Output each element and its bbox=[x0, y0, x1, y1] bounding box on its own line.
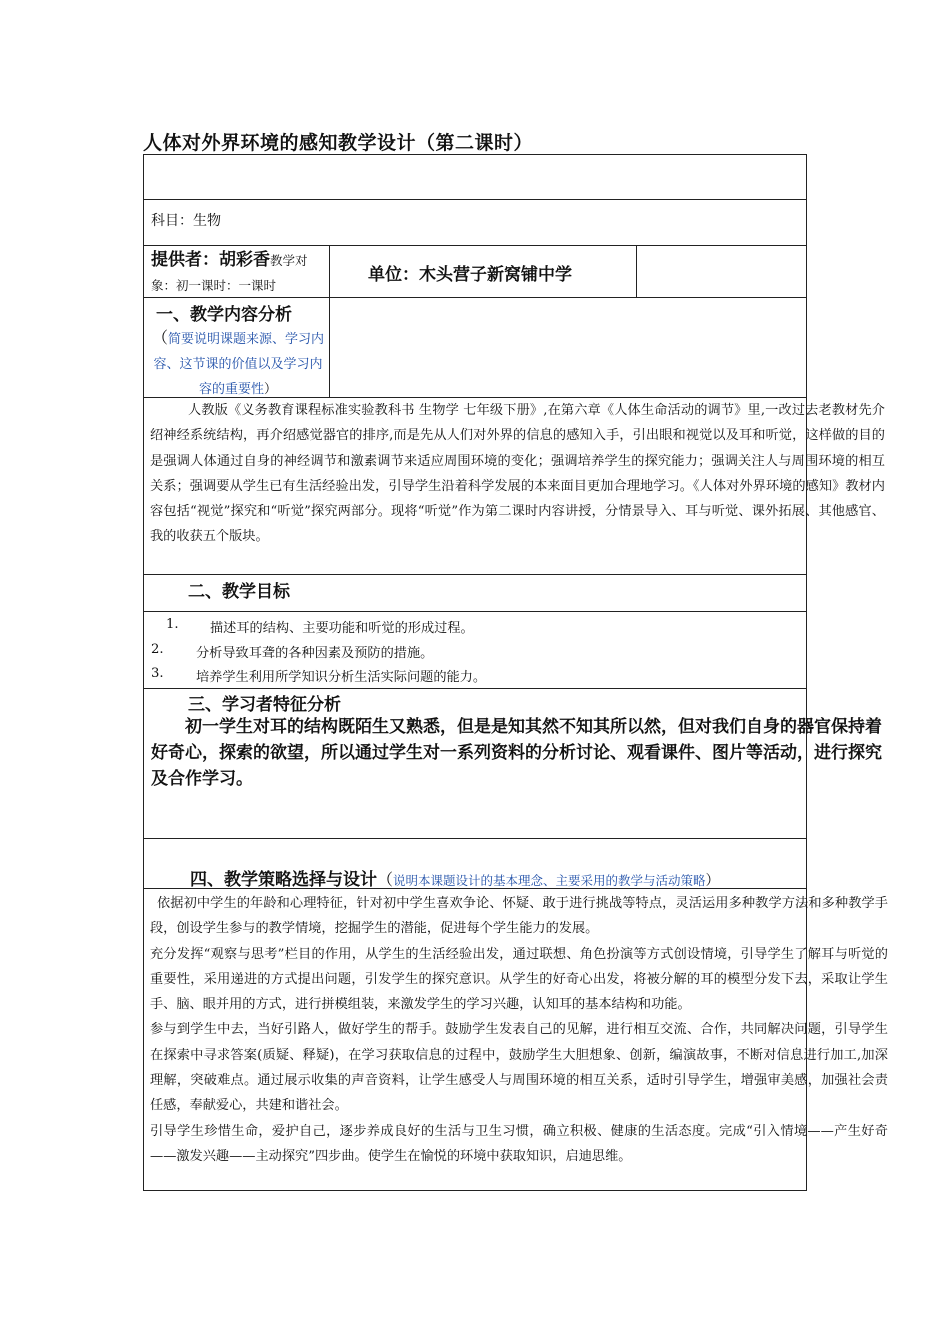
paren-open: （ bbox=[377, 870, 394, 889]
section1-note bbox=[150, 325, 326, 402]
column-divider bbox=[636, 245, 637, 297]
page-title: 人体对外界环境的感知教学设计（第二课时） bbox=[143, 132, 534, 154]
row-divider bbox=[143, 838, 807, 839]
object-info-line2: 象：初一课时：一课时 bbox=[151, 278, 277, 293]
section4-heading: 四、教学策略选择与设计 bbox=[190, 870, 377, 890]
goal-text: 描述耳的结构、主要功能和听觉的形成过程。 bbox=[210, 621, 474, 636]
section4-heading-row bbox=[190, 865, 720, 890]
school-unit: 单位：木头营子新窝铺中学 bbox=[368, 265, 572, 285]
paren-close: ） bbox=[264, 382, 278, 397]
section1-heading: 一、教学内容分析 bbox=[156, 305, 292, 325]
goal-text: 培养学生利用所学知识分析生活实际问题的能力。 bbox=[196, 670, 487, 685]
strategy-paragraph: 参与到学生中去，当好引路人，做好学生的帮手。鼓励学生发表自己的见解，进行相互交流、合作，共同解决问题，引导学生在探索中寻求答案(质疑、释疑)，在学习获取信息的过程中，鼓励学生大胆想象、创新，编演故事，不断对信息进行加工,加深理解，突破难点。通过展示收集的声音资料，让学生感受人与周围环境的相互关系，适时引导学生，增强审美感，加强社会责任感，奉献爱心，共建和谐社会。 bbox=[150, 1022, 888, 1114]
section3-heading: 三、学习者特征分析 bbox=[188, 695, 341, 715]
strategy-paragraph: 充分发挥“观察与思考”栏目的作用，从学生的生活经验出发，通过联想、角色扮演等方式创设情境，引导学生了解耳与听觉的重要性，采用递进的方式提出问题，引发学生的探究意识。从学生的好奇心出发，将被分解的耳的模型分发下去，采取让学生手、脑、眼并用的方式，进行拼模组装，来激发学生的学习兴趣，认知耳的基本结构和功能。 bbox=[150, 946, 888, 1013]
strategy-paragraph: 依据初中学生的年龄和心理特征，针对初中学生喜欢争论、怀疑、敢于进行挑战等特点，灵活运用多种教学方法和多种教学手段，创设学生参与的教学情境，挖掘学生的潜能，促进每个学生能力的发展。 bbox=[150, 896, 888, 937]
goal-number: 3. bbox=[151, 666, 164, 681]
column-divider bbox=[329, 245, 330, 397]
row-divider bbox=[143, 199, 807, 200]
section4-note: 说明本课题设计的基本理念、主要采用的教学与活动策略 bbox=[393, 873, 706, 888]
object-info-line1: 教学对 bbox=[270, 253, 308, 268]
section4-body bbox=[150, 891, 888, 1169]
goal-number: 1. bbox=[166, 617, 179, 632]
subject-label: 科目：生物 bbox=[151, 213, 221, 229]
paren-open: （ bbox=[151, 328, 168, 347]
row-divider bbox=[143, 245, 807, 246]
strategy-paragraph: 引导学生珍惜生命，爱护自己，逐步养成良好的生活与卫生习惯，确立积极、健康的生活态度。完成“引入情境——产生好奇——激发兴趣——主动探究”四步曲。使学生在愉悦的环境中获取知识，启迪思维。 bbox=[150, 1123, 888, 1164]
row-divider bbox=[143, 611, 807, 612]
section2-heading: 二、教学目标 bbox=[188, 582, 290, 602]
provider-name: 提供者：胡彩香 bbox=[151, 250, 270, 270]
section1-paragraph: 人教版《义务教育课程标准实验教科书 生物学 七年级下册》,在第六章《人体生命活动的调节》里,一改过去老教材先介绍神经系统结构，再介绍感觉器官的排序,而是先从人们对外界的信息的感知入手，引出眼和视觉以及耳和听觉，这样做的目的是强调人体通过自身的神经调节和激素调节来适应周围环境的变化；强调培养学生的探究能力；强调关注人与周围环境的相互关系；强调要从学生已有生活经验出发，引导学生沿着科学发展的本来面目更加合理地学习。《人体对外界环境的感知》教材内容包括“视觉”探究和“听觉”探究两部分。现将“听觉”作为第二课时内容讲授，分情景导入、耳与听觉、课外拓展、其他感官、我的收获五个版块。 bbox=[150, 403, 885, 545]
provider-cell bbox=[151, 248, 327, 298]
row-divider bbox=[143, 688, 807, 689]
section3-paragraph: 初一学生对耳的结构既陌生又熟悉，但是是知其然不知其所以然，但对我们自身的器官保持着好奇心，探索的欲望，所以通过学生对一系列资料的分析讨论、观看课件、图片等活动，进行探究及合作学习。 bbox=[151, 717, 882, 789]
goal-number: 2. bbox=[151, 642, 164, 657]
paren-close: ） bbox=[705, 873, 720, 889]
row-divider bbox=[143, 574, 807, 575]
section1-note-text: 简要说明课题来源、学习内容、这节课的价值以及学习内容的重要性 bbox=[153, 332, 325, 397]
goal-text: 分析导致耳聋的各种因素及预防的措施。 bbox=[196, 646, 434, 661]
